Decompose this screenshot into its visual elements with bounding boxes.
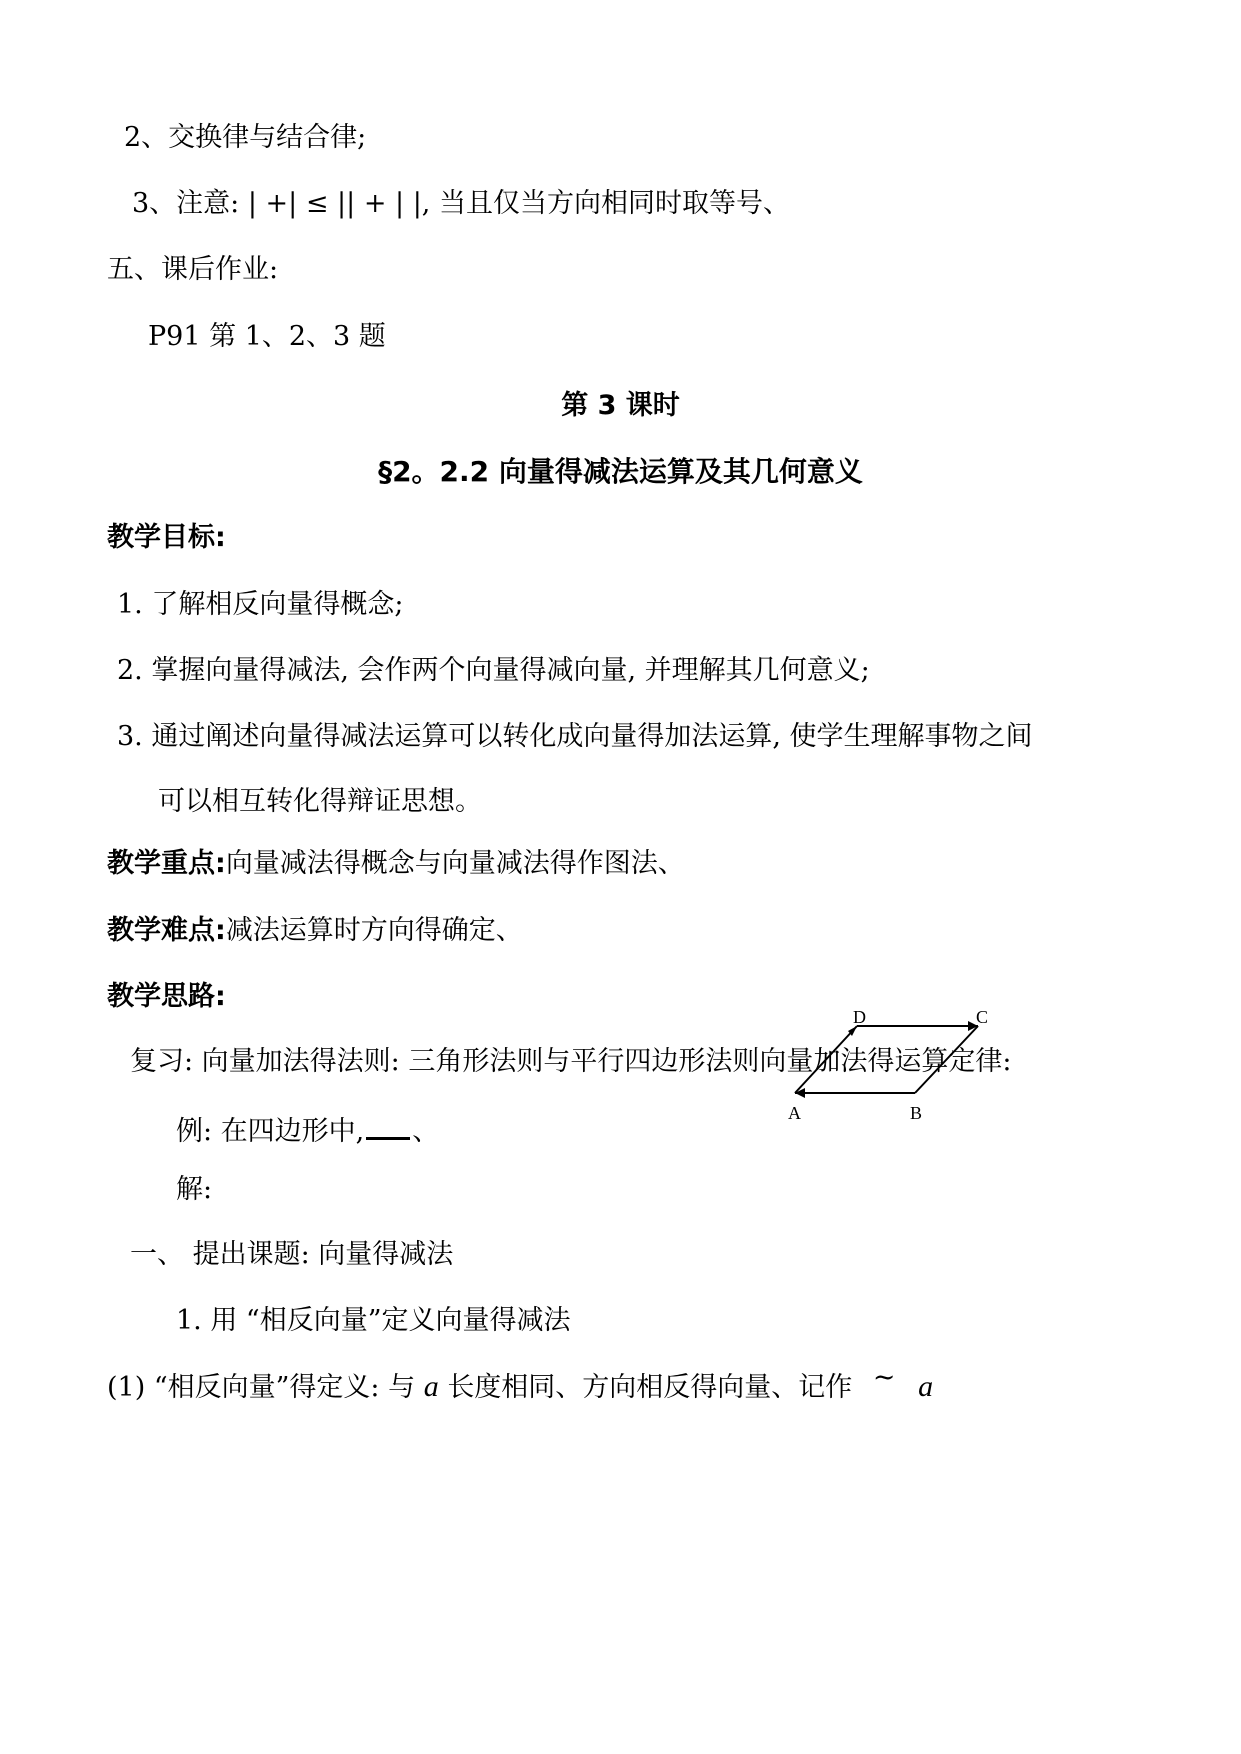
key-point	[107, 850, 685, 877]
label-b: B	[910, 1103, 923, 1123]
objective-item: 1. 了解相反向量得概念;	[117, 589, 404, 620]
label-a: A	[788, 1103, 801, 1123]
objective-item: 可以相互转化得辩证思想。	[158, 786, 482, 817]
key-point-label: 教学重点:	[107, 848, 226, 879]
review-text: 复习: 向量加法得法则: 三角形法则与平行四边形法则向量加法得运算定律:	[130, 1046, 1012, 1077]
definition-mid: 长度相同、方向相反得向量、记作	[447, 1372, 853, 1403]
key-point-text: 向量减法得概念与向量减法得作图法、	[225, 848, 685, 879]
solution-label: 解:	[176, 1174, 213, 1205]
vector-a: a	[423, 1370, 439, 1403]
difficulty-text: 减法运算时方向得确定、	[225, 915, 523, 946]
label-d: D	[853, 1007, 866, 1027]
tilde-symbol: ~	[872, 1362, 896, 1393]
section1-heading: 一、 提出课题: 向量得减法	[130, 1239, 454, 1270]
text-line-laws: 2、交换律与结合律;	[124, 122, 367, 153]
text-line-note: 3、注意: | +| ≤ || + | |, 当且仅当方向相同时取等号、	[132, 188, 790, 219]
section1-sub: 1. 用 “相反向量”定义向量得减法	[176, 1305, 571, 1336]
objectives-heading: 教学目标:	[107, 522, 226, 553]
lesson-title: 第 3 课时	[561, 390, 680, 421]
objective-item: 2. 掌握向量得减法, 会作两个向量得减向量, 并理解其几何意义;	[117, 655, 870, 686]
homework-heading: 五、课后作业:	[107, 254, 279, 285]
answer-blank	[366, 1115, 410, 1140]
approach-heading: 教学思路:	[107, 981, 226, 1012]
definition-line	[107, 1362, 934, 1403]
difficulty-label: 教学难点:	[107, 915, 226, 946]
objective-item: 3. 通过阐述向量得减法运算可以转化成向量得加法运算, 使学生理解事物之间	[117, 721, 1033, 752]
definition-prefix: (1) “相反向量”得定义: 与	[107, 1372, 416, 1403]
homework-text: P91 第 1、2、3 题	[148, 321, 386, 352]
example-line	[176, 1115, 439, 1145]
difficulty	[107, 917, 523, 944]
example-end: 、	[412, 1116, 440, 1147]
example-text: 例: 在四边形中,	[176, 1116, 365, 1147]
label-c: C	[976, 1007, 989, 1027]
section-title: §2。2.2 向量得减法运算及其几何意义	[378, 455, 863, 488]
arrowhead-a	[795, 1088, 805, 1098]
vector-a-negative: a	[918, 1370, 934, 1403]
